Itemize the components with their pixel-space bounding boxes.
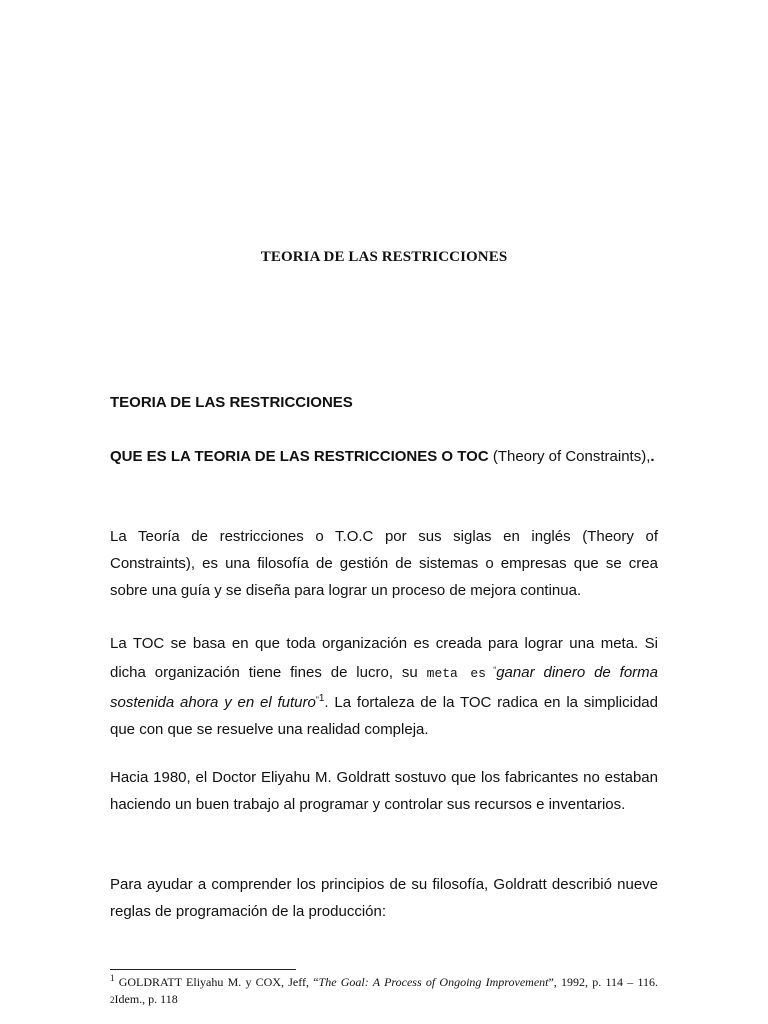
paragraph-rules-intro: Para ayudar a comprender los principios de su filosofía, Goldratt describió nueve reglas de programación de la producción:: [110, 876, 658, 920]
footnote-book-title: The Goal: A Process of Ongoing Improvement: [318, 975, 549, 989]
paragraph-goal: [110, 630, 658, 743]
goal-open-quote: “: [485, 665, 497, 675]
document-title: TEORIA DE LAS RESTRICCIONES: [260, 249, 508, 265]
footnote-number-2: 2: [110, 995, 115, 1005]
footnote-text-b: ”, 1992, p. 114 – 116.: [548, 975, 658, 989]
goal-close-quote: ”: [315, 695, 319, 705]
footnote-text-a: GOLDRATT Eliyahu M. y COX, Jeff, “: [114, 975, 319, 989]
goal-text-a: La TOC se basa en que toda organización es creada para lograr una meta. Si dicha organización tiene fines de lucro, su: [110, 635, 658, 681]
footnote-ref-1[interactable]: 1: [318, 693, 325, 704]
question-rest-text: (Theory of Constraints),: [488, 448, 651, 465]
paragraph-history: Hacia 1980, el Doctor Eliyahu M. Goldratt sostuvo que los fabricantes no estaban haciendo un buen trabajo al programar y controlar sus recursos e inventarios.: [110, 769, 658, 813]
footnote-text-c: Idem., p. 118: [114, 992, 178, 1006]
paragraph-what-is-toc: [110, 443, 658, 470]
goal-text-b: . La fortaleza de la TOC radica en la simplicidad que con que se resuelve una realidad compleja.: [110, 694, 658, 738]
question-bold-text: QUE ES LA TEORIA DE LAS RESTRICCIONES O TOC: [110, 448, 489, 465]
goal-mono-text: meta es: [426, 666, 486, 681]
goal-italic-text: ganar dinero de forma sostenida ahora y en el futuro: [110, 664, 659, 711]
paragraph-definition: La Teoría de restricciones o T.O.C por sus siglas en inglés (Theory of Constraints), es una filosofía de gestión de sistemas o empresas que se crea sobre una guía y se diseña para lograr un proceso de mejora continua.: [110, 528, 658, 599]
question-end-text: .: [650, 448, 655, 465]
footnote-number: 1: [110, 973, 115, 983]
section-heading: TEORIA DE LAS RESTRICCIONES: [110, 394, 353, 411]
footnote-divider: [110, 969, 296, 970]
footnote: [110, 974, 658, 1009]
